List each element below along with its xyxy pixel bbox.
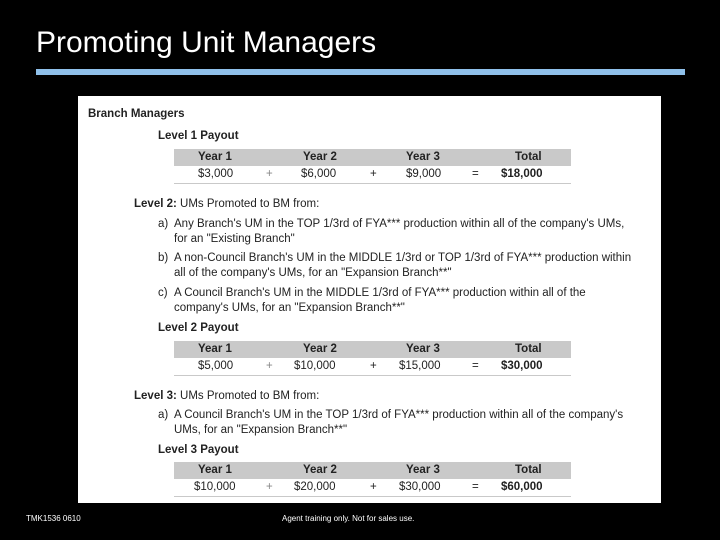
level1-year1: $3,000: [198, 168, 234, 180]
level1-year2: $6,000: [301, 168, 337, 180]
col-year3: Year 3: [406, 464, 440, 476]
level2-item-b-line2: all of the company's UMs, for an "Expansion Branch**": [174, 267, 452, 279]
level2-year3: $15,000: [399, 360, 441, 372]
level1-header-row: [174, 149, 571, 166]
level1-payout-table: [174, 149, 571, 184]
slide-title: Promoting Unit Managers: [36, 26, 377, 59]
level3-item-a-line1: A Council Branch's UM in the TOP 1/3rd of FYA*** production within all of the company's: [174, 409, 624, 421]
level3-lead: [134, 390, 319, 402]
level3-total: $60,000: [501, 481, 543, 493]
level3-item-a-letter: a): [158, 409, 169, 421]
level2-item-c-line1: A Council Branch's UM in the MIDDLE 1/3rd of FYA*** production within all of the: [174, 287, 586, 299]
level2-item-a-line1: Any Branch's UM in the TOP 1/3rd of FYA*** production within all of the company's UMs,: [174, 218, 625, 230]
col-year2: Year 2: [303, 151, 337, 163]
plus-operator: +: [266, 481, 273, 493]
col-year2: Year 2: [303, 464, 337, 476]
level2-item-a-letter: a): [158, 218, 169, 230]
col-total: Total: [515, 464, 542, 476]
equals-operator: =: [472, 360, 479, 372]
level3-lead-rest: UMs Promoted to BM from:: [176, 390, 320, 402]
content-panel: [78, 96, 661, 503]
level2-item-c-line2: company's UMs, for an "Expansion Branch**": [174, 302, 405, 314]
col-year3: Year 3: [406, 151, 440, 163]
level3-year3: $30,000: [399, 481, 441, 493]
equals-operator: =: [472, 168, 479, 180]
col-year3: Year 3: [406, 343, 440, 355]
level3-item-a-line2: UMs, for an "Expansion Branch**": [174, 424, 348, 436]
level2-item-a-line2: for an "Existing Branch": [174, 233, 295, 245]
level2-payout-table: [174, 341, 571, 376]
level3-values-row: [174, 479, 571, 497]
level2-item-b-line1: A non-Council Branch's UM in the MIDDLE 1/3rd or TOP 1/3rd of FYA*** production within: [174, 252, 632, 264]
plus-operator: +: [370, 360, 377, 372]
level3-lead-bold: Level 3:: [134, 390, 177, 402]
plus-operator: +: [266, 168, 273, 180]
level2-payout-label: Level 2 Payout: [158, 322, 239, 334]
col-total: Total: [515, 151, 542, 163]
section-heading: Branch Managers: [88, 108, 185, 120]
level3-year1: $10,000: [194, 481, 236, 493]
level3-header-row: [174, 462, 571, 479]
level1-values-row: [174, 166, 571, 184]
level2-lead-rest: UMs Promoted to BM from:: [176, 198, 320, 210]
level1-year3: $9,000: [406, 168, 442, 180]
plus-operator: +: [266, 360, 273, 372]
level3-payout-table: [174, 462, 571, 497]
col-year1: Year 1: [198, 343, 232, 355]
plus-operator: +: [370, 168, 377, 180]
col-year1: Year 1: [198, 151, 232, 163]
level2-header-row: [174, 341, 571, 358]
level2-year2: $10,000: [294, 360, 336, 372]
level2-lead: [134, 198, 319, 210]
title-underline: [36, 69, 685, 75]
col-year2: Year 2: [303, 343, 337, 355]
level3-payout-label: Level 3 Payout: [158, 444, 239, 456]
footer-code: TMK1536 0610: [26, 514, 81, 523]
col-year1: Year 1: [198, 464, 232, 476]
level2-year1: $5,000: [198, 360, 234, 372]
equals-operator: =: [472, 481, 479, 493]
level2-values-row: [174, 358, 571, 376]
level2-item-c-letter: c): [158, 287, 168, 299]
col-total: Total: [515, 343, 542, 355]
plus-operator: +: [370, 481, 377, 493]
level3-year2: $20,000: [294, 481, 336, 493]
level1-payout-label: Level 1 Payout: [158, 130, 239, 142]
level1-total: $18,000: [501, 168, 543, 180]
level2-item-b-letter: b): [158, 252, 169, 264]
level2-total: $30,000: [501, 360, 543, 372]
footer-disclaimer: Agent training only. Not for sales use.: [282, 514, 415, 523]
level2-lead-bold: Level 2:: [134, 198, 177, 210]
